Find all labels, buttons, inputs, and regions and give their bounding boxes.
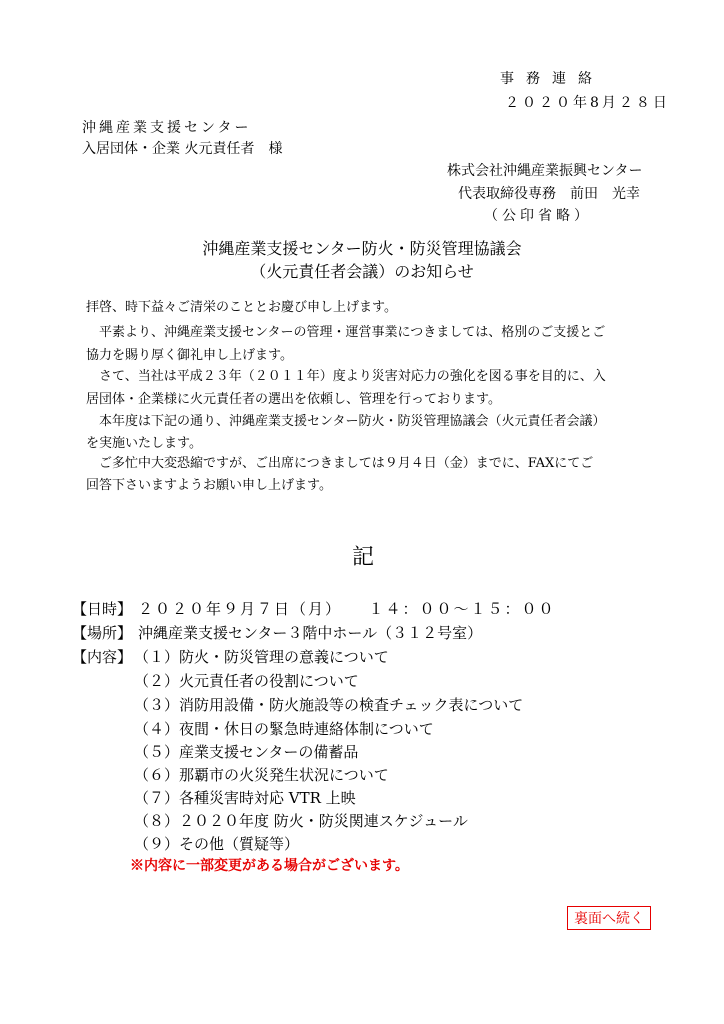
doc-type: 事務連絡: [500, 71, 604, 87]
place-value: 沖縄産業支援センター３階中ホール（３１２号室）: [138, 624, 483, 642]
change-notice: ※内容に一部変更がある場合がございます。: [130, 858, 409, 874]
sender-representative: 代表取締役専務 前田 光幸: [458, 186, 640, 202]
sender-company: 株式会社沖縄産業振興センター: [447, 163, 643, 179]
content-item: （２）火元責任者の役割について: [134, 672, 359, 690]
continue-on-back-box: 裏面へ続く: [567, 906, 651, 930]
content-item: （５）産業支援センターの備蓄品: [134, 743, 359, 761]
datetime-value: ２０２０年９月７日（月） １４：００～１５：００: [138, 600, 556, 618]
content-item: （１）防火・防災管理の意義について: [134, 648, 389, 666]
content-label: 【内容】: [72, 648, 133, 666]
body-line: 協力を賜り厚く御礼申し上げます。: [86, 348, 293, 363]
datetime-label: 【日時】: [72, 600, 133, 618]
content-item: （７）各種災害時対応 VTR 上映: [134, 789, 356, 807]
content-item: （４）夜間・休日の緊急時連絡体制について: [134, 720, 434, 738]
ki-heading: 記: [352, 545, 375, 570]
notice-title-line1: 沖縄産業支援センター防火・防災管理協議会: [202, 239, 522, 258]
body-line: 本年度は下記の通り、沖縄産業支援センター防火・防災管理協議会（火元責任者会議）: [86, 414, 606, 429]
body-line: ご多忙中大変恐縮ですが、ご出席につきましては９月４日（金）までに、FAXにてご: [86, 456, 594, 471]
content-item: （８）２０２０年度 防火・防災関連スケジュール: [134, 812, 468, 830]
notice-title-line2: （火元責任者会議）のお知らせ: [250, 262, 474, 281]
place-label: 【場所】: [72, 624, 133, 642]
content-item: （３）消防用設備・防火施設等の検査チェック表について: [134, 696, 524, 714]
doc-date: ２０２０年8月２８日: [505, 95, 670, 111]
body-line: 居団体・企業様に火元責任者の選出を依頼し、管理を行っております。: [86, 392, 501, 407]
addressee-line1: 沖縄産業支援センター: [82, 120, 252, 136]
body-line: を実施いたします。: [86, 436, 202, 451]
body-line: 回答下さいますようお願い申し上げます。: [86, 478, 332, 493]
content-item: （９）その他（質疑等）: [134, 835, 300, 853]
body-line: 平素より、沖縄産業支援センターの管理・運営事業につきましては、格別のご支援とご: [86, 325, 606, 340]
addressee-line2: 入居団体・企業 火元責任者 様: [82, 141, 283, 157]
content-item: （６）那覇市の火災発生状況について: [134, 766, 389, 784]
body-line: 拝啓、時下益々ご清栄のこととお慶び申し上げます。: [86, 300, 397, 315]
sender-seal: （公印省略）: [484, 208, 592, 224]
body-line: さて、当社は平成２３年（２０１１年）度より災害対応力の強化を図る事を目的に、入: [86, 369, 606, 384]
